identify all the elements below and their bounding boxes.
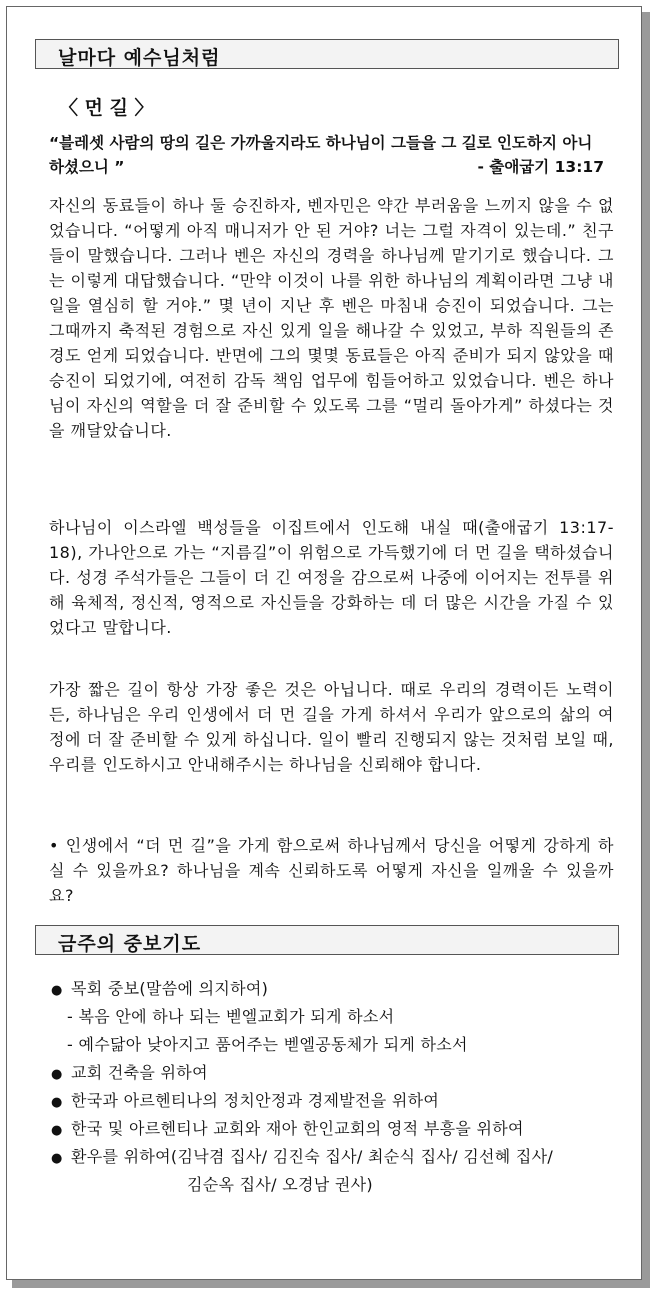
prayer-item-text: 한국과 아르헨티나의 정치안정과 경제발전을 위하여: [71, 1091, 440, 1110]
devotion-subtitle: 〈 먼 길 〉: [59, 97, 154, 119]
prayer-item: [51, 1143, 621, 1171]
prayer-item-text: 환우를 위하여(김낙겸 집사/ 김진숙 집사/ 최순식 집사/ 김선혜 집사/: [71, 1147, 554, 1166]
prayer-item: [51, 975, 621, 1003]
devotion-paragraph-2: 하나님이 이스라엘 백성들을 이집트에서 인도해 내실 때(출애굽기 13:17-18), 가나안으로 가는 “지름길”이 위험으로 가득했기에 더 먼 길을 택하셨습니다. 성경 주석가들은 그들이 더 긴 여정을 감으로써 나중에 이어지는 전투를 위해 육체적, 정신적, 영적으로 자신들을 강화하는 데 더 많은 시간을 가질 수 있었다고 말합니다.: [49, 518, 614, 637]
prayer-sub-item: [51, 1031, 621, 1059]
prayer-item: [51, 1115, 621, 1143]
prayer-item-text: 김순옥 집사/ 오경남 권사): [187, 1175, 373, 1194]
reflection-question: • 인생에서 “더 먼 길”을 가게 함으로써 하나님께서 당신을 어떻게 강하게 하실 수 있을까요? 하나님을 계속 신뢰하도록 어떻게 자신을 일깨울 수 있을까요?: [49, 836, 614, 905]
bullet-icon: ●: [51, 1095, 63, 1110]
prayer-sub-item-text: - 예수닮아 낮아지고 품어주는 벧엘공동체가 되게 하소서: [67, 1035, 468, 1054]
verse-text: “블레셋 사람의 땅의 길은 가까울지라도 하나님이 그들을 그 길로 인도하지 아니하셨으니 ”: [49, 134, 593, 176]
prayer-item-text: 한국 및 아르헨티나 교회와 재아 한인교회의 영적 부흥을 위하여: [71, 1119, 524, 1138]
scripture-verse: [49, 131, 604, 179]
prayer-item: [51, 1059, 621, 1087]
bullet-icon: ●: [51, 1123, 63, 1138]
bullet-icon: ●: [51, 1151, 63, 1166]
prayer-item-text: 목회 중보(말씀에 의지하여): [71, 979, 269, 998]
bullet-icon: ●: [51, 1067, 63, 1082]
section-title-intercessory-prayer: 금주의 중보기도: [35, 925, 619, 955]
prayer-item-text: 교회 건축을 위하여: [71, 1063, 208, 1082]
prayer-item: [51, 1087, 621, 1115]
bullet-icon: ●: [51, 983, 63, 998]
devotion-paragraph-1: 자신의 동료들이 하나 둘 승진하자, 벤자민은 약간 부러움을 느끼지 않을 수 없었습니다. “어떻게 아직 매니저가 안 된 거야? 너는 그럴 자격이 있는데.” 친구들이 말했습니다. 그러나 벤은 자신의 경력을 하나님께 맡기기로 했습니다. 그는 이렇게 대답했습니다. “만약 이것이 나를 위한 하나님의 계획이라면 그냥 내 일을 열심히 할 거야.” 몇 년이 지난 후 벤은 마침내 승진이 되었습니다. 그는 그때까지 축적된 경험으로 자신 있게 일을 해나갈 수 있었고, 부하 직원들의 존경도 얻게 되었습니다. 반면에 그의 몇몇 동료들은 아직 준비가 되지 않았을 때 승진이 되었기에, 여전히 감독 책임 업무에 힘들어하고 있었습니다. 벤은 하나님이 자신의 역할을 더 잘 준비할 수 있도록 그를 “멀리 돌아가게” 하셨다는 것을 깨달았습니다.: [49, 196, 614, 440]
prayer-sub-item: [51, 1003, 621, 1031]
devotion-paragraph-3: 가장 짧은 길이 항상 가장 좋은 것은 아닙니다. 때로 우리의 경력이든 노력이든, 하나님은 우리 인생에서 더 먼 길을 가게 하셔서 우리가 앞으로의 삶의 여정에 더 잘 준비할 수 있게 하십니다. 일이 빨리 진행되지 않는 것처럼 보일 때, 우리를 인도하시고 안내해주시는 하나님을 신뢰해야 합니다.: [49, 680, 614, 774]
prayer-list: [51, 975, 621, 1199]
prayer-item-continuation: [51, 1171, 621, 1199]
bulletin-page: [6, 6, 642, 1280]
section-title-daily-devotion: 날마다 예수님처럼: [35, 39, 619, 69]
verse-reference: - 출애굽기 13:17: [477, 158, 604, 176]
prayer-sub-item-text: - 복음 안에 하나 되는 벧엘교회가 되게 하소서: [67, 1007, 395, 1026]
